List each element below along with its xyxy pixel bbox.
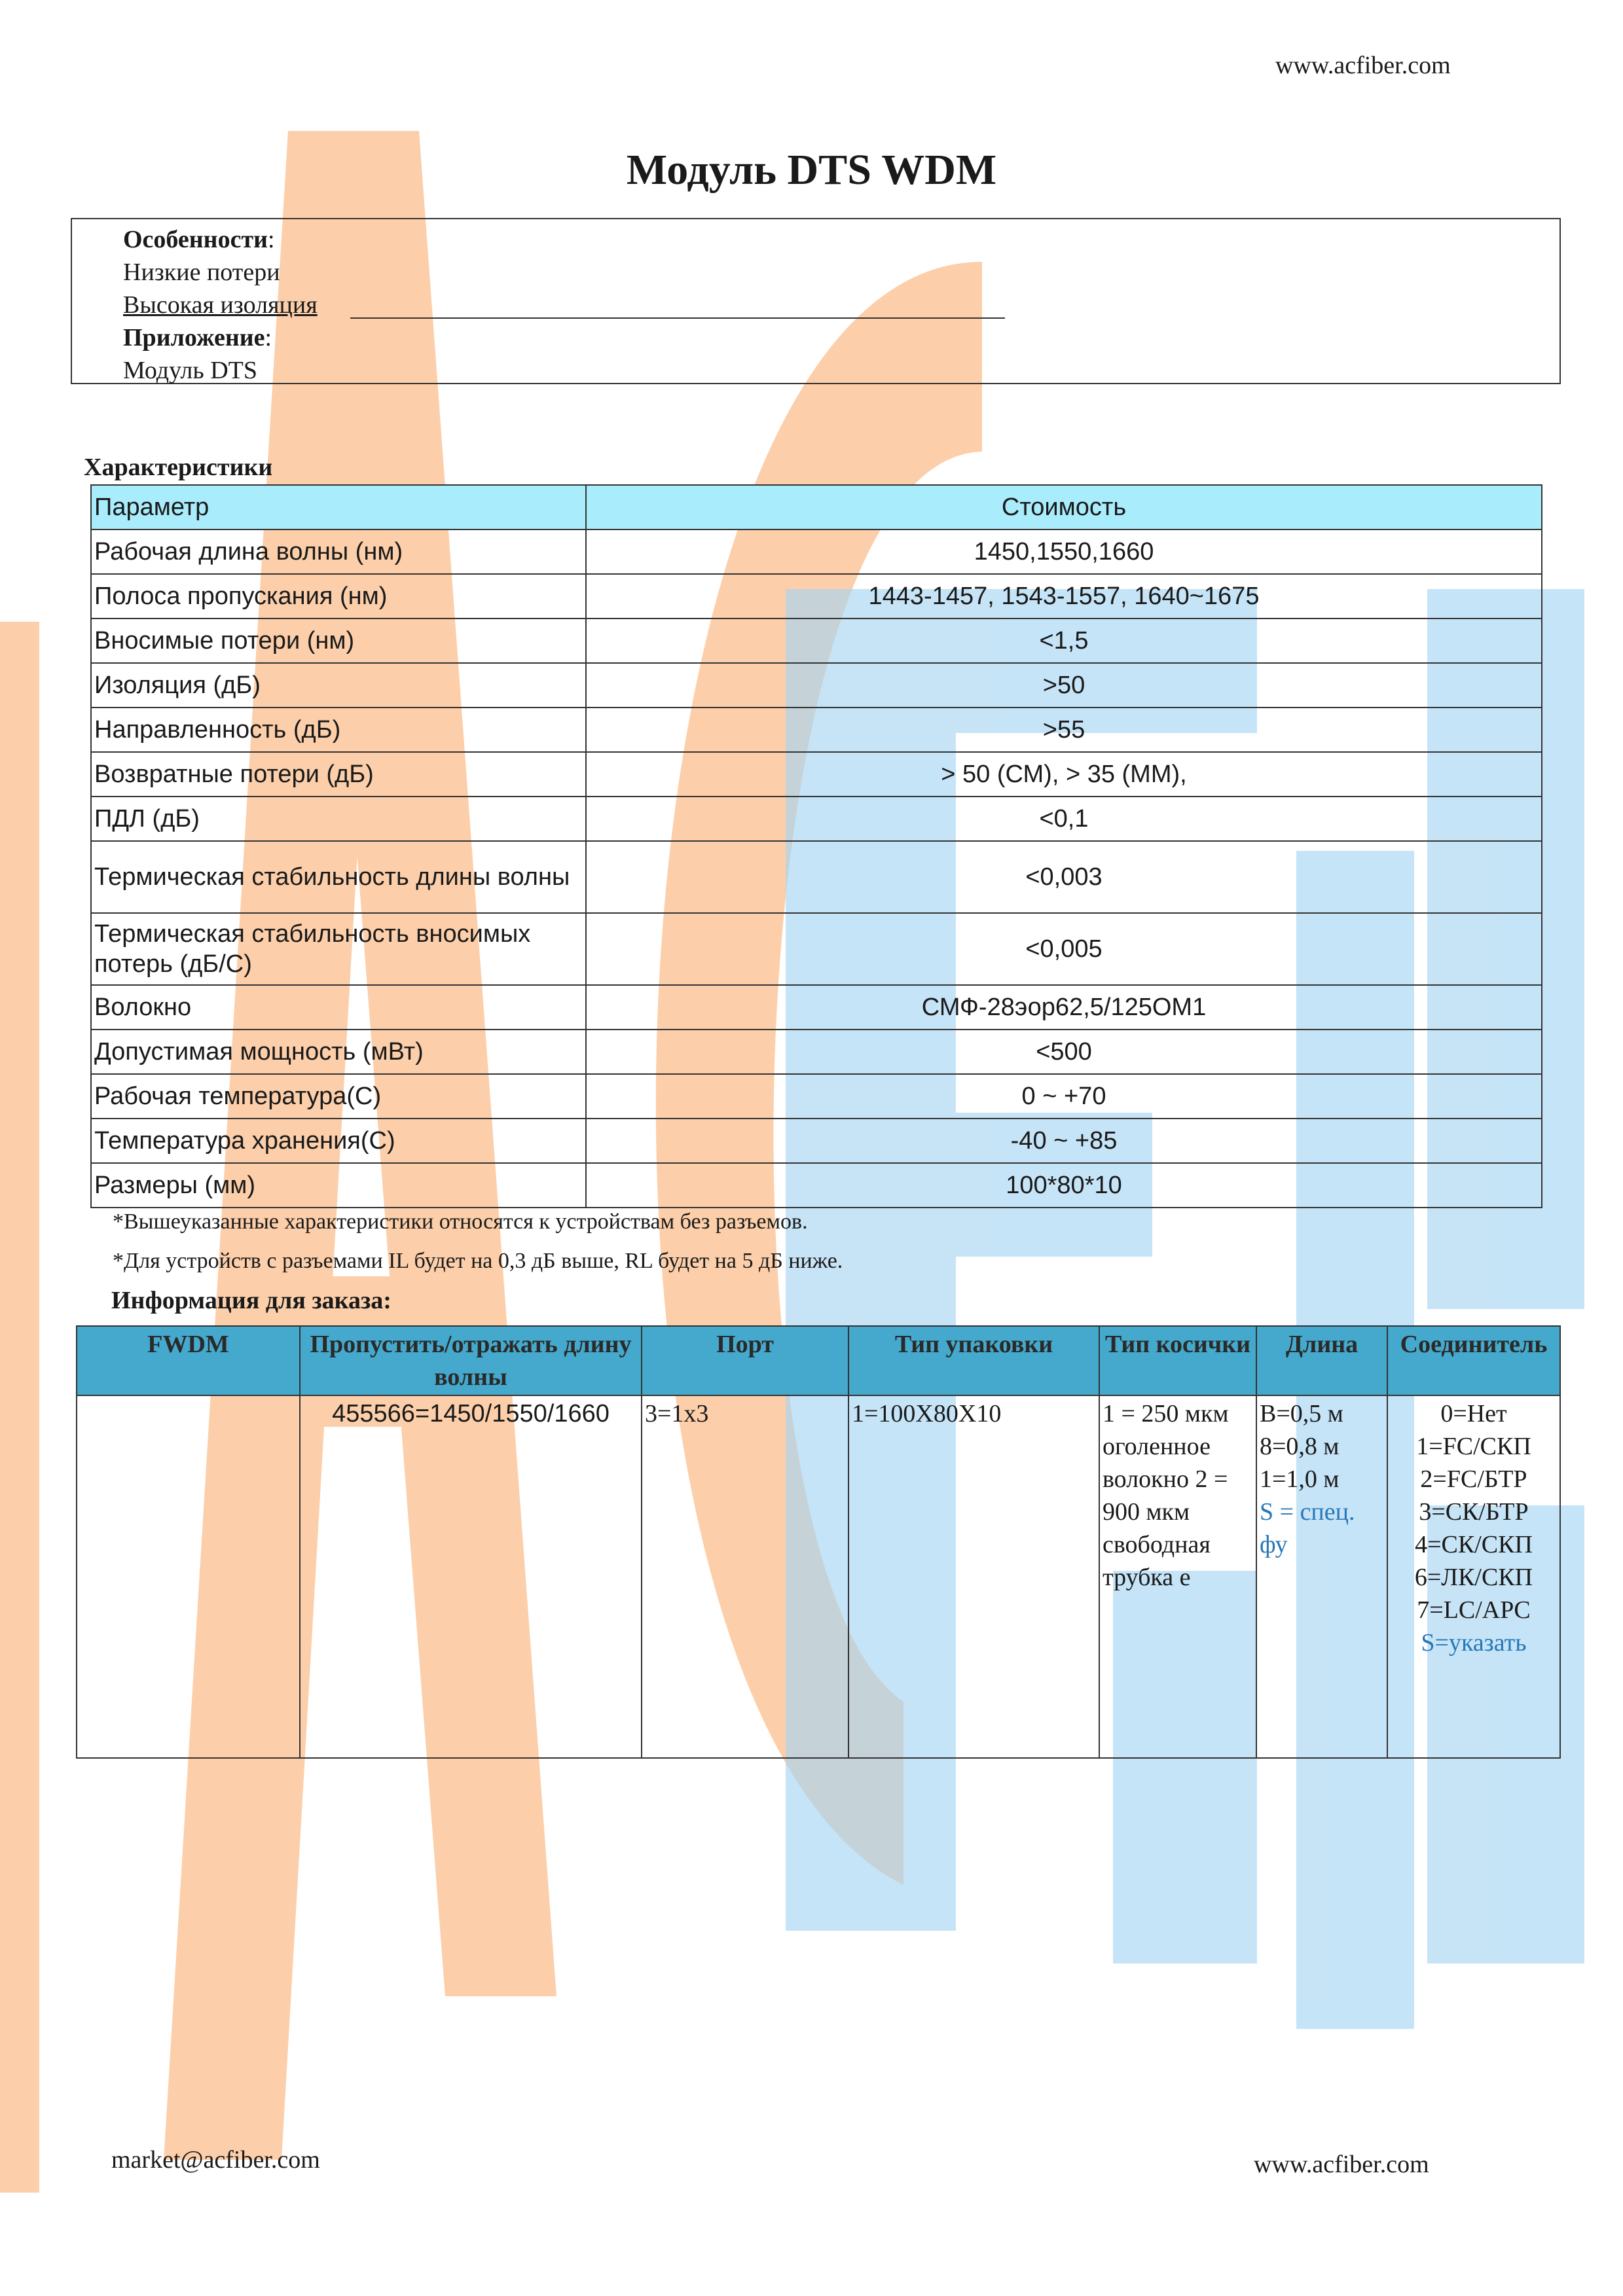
spec-heading: Характеристики bbox=[84, 454, 273, 481]
features-heading-line: Особенности: bbox=[123, 226, 275, 253]
features-box bbox=[71, 218, 1561, 384]
spec-header-param: Параметр bbox=[91, 485, 586, 529]
spec-param: Рабочая температура(C) bbox=[91, 1074, 586, 1119]
table-row bbox=[91, 529, 1542, 574]
footer-email: market@acfiber.com bbox=[111, 2146, 320, 2174]
table-row bbox=[91, 708, 1542, 752]
spec-param: Изоляция (дБ) bbox=[91, 663, 586, 708]
spec-value: <1,5 bbox=[586, 619, 1542, 663]
order-heading: Информация для заказа: bbox=[111, 1287, 392, 1314]
order-col-connector: Соединитель bbox=[1387, 1326, 1560, 1395]
application-heading-line: Приложение: bbox=[123, 324, 272, 351]
spec-value: <0,1 bbox=[586, 797, 1542, 841]
order-cell-pigtail: 1 = 250 мкм оголенное волокно 2 = 900 мкм свободная трубка е bbox=[1099, 1395, 1256, 1758]
order-cell-fwdm bbox=[77, 1395, 300, 1758]
spec-value: -40 ~ +85 bbox=[586, 1119, 1542, 1163]
feature-item: Низкие потери bbox=[123, 259, 280, 286]
spec-param: Полоса пропускания (нм) bbox=[91, 574, 586, 619]
table-row bbox=[91, 752, 1542, 797]
order-cell-length bbox=[1256, 1395, 1387, 1758]
spec-param: Возвратные потери (дБ) bbox=[91, 752, 586, 797]
spec-param: Температура хранения(C) bbox=[91, 1119, 586, 1163]
underline-rule bbox=[350, 317, 1005, 319]
connector-option: 3=СК/БТР bbox=[1419, 1498, 1529, 1526]
spec-param: Термическая стабильность длины волны bbox=[91, 841, 586, 913]
order-col-port: Порт bbox=[642, 1326, 848, 1395]
connector-special: S=указать bbox=[1421, 1629, 1527, 1657]
spec-header-value: Стоимость bbox=[586, 485, 1542, 529]
length-special: S = спец. фу bbox=[1260, 1498, 1355, 1558]
spec-param: ПДЛ (дБ) bbox=[91, 797, 586, 841]
order-col-package: Тип упаковки bbox=[848, 1326, 1099, 1395]
feature-item: Высокая изоляция bbox=[123, 291, 318, 319]
application-item: Модуль DTS bbox=[123, 357, 257, 384]
connector-option: 1=FC/СКП bbox=[1416, 1433, 1531, 1460]
table-row bbox=[91, 1119, 1542, 1163]
table-row bbox=[91, 913, 1542, 985]
header-url: www.acfiber.com bbox=[1275, 52, 1451, 79]
spec-param: Рабочая длина волны (нм) bbox=[91, 529, 586, 574]
features-heading: Особенности bbox=[123, 226, 268, 253]
table-row bbox=[91, 663, 1542, 708]
order-cell-wavelength: 455566=1450/1550/1660 bbox=[300, 1395, 642, 1758]
length-option: 8=0,8 м bbox=[1260, 1433, 1340, 1460]
spec-header-row bbox=[91, 485, 1542, 529]
table-row bbox=[91, 1030, 1542, 1074]
table-row bbox=[91, 1074, 1542, 1119]
spec-value: >50 bbox=[586, 663, 1542, 708]
order-table bbox=[76, 1325, 1561, 1759]
table-row bbox=[91, 841, 1542, 913]
length-option: 1=1,0 м bbox=[1260, 1465, 1340, 1493]
order-cell-port: 3=1x3 bbox=[642, 1395, 848, 1758]
connector-option: 7=LC/APC bbox=[1417, 1596, 1531, 1624]
connector-option: 0=Нет bbox=[1440, 1400, 1507, 1427]
order-cell-connector bbox=[1387, 1395, 1560, 1758]
spec-note: *Для устройств с разъемами IL будет на 0,3 дБ выше, RL будет на 5 дБ ниже. bbox=[113, 1249, 843, 1273]
spec-param: Допустимая мощность (мВт) bbox=[91, 1030, 586, 1074]
order-col-pigtail: Тип косички bbox=[1099, 1326, 1256, 1395]
connector-option: 6=ЛК/СКП bbox=[1414, 1564, 1533, 1591]
spec-table bbox=[90, 484, 1542, 1208]
spec-value: >55 bbox=[586, 708, 1542, 752]
order-col-wavelength: Пропустить/отражать длину волны bbox=[300, 1326, 642, 1395]
connector-option: 2=FC/БТР bbox=[1420, 1465, 1527, 1493]
spec-param: Направленность (дБ) bbox=[91, 708, 586, 752]
connector-option: 4=СК/СКП bbox=[1415, 1531, 1533, 1558]
spec-value: 100*80*10 bbox=[586, 1163, 1542, 1208]
spec-param: Размеры (мм) bbox=[91, 1163, 586, 1208]
spec-value: 0 ~ +70 bbox=[586, 1074, 1542, 1119]
order-body-row bbox=[77, 1395, 1560, 1758]
spec-value: СМФ-28эор62,5/125ОМ1 bbox=[586, 985, 1542, 1030]
footer-url: www.acfiber.com bbox=[1254, 2151, 1429, 2178]
application-heading: Приложение bbox=[123, 324, 265, 351]
order-col-fwdm: FWDM bbox=[77, 1326, 300, 1395]
spec-value: <0,005 bbox=[586, 913, 1542, 985]
spec-value: 1443-1457, 1543-1557, 1640~1675 bbox=[586, 574, 1542, 619]
table-row bbox=[91, 797, 1542, 841]
order-col-length: Длина bbox=[1256, 1326, 1387, 1395]
table-row bbox=[91, 1163, 1542, 1208]
spec-param: Вносимые потери (нм) bbox=[91, 619, 586, 663]
spec-value: <500 bbox=[586, 1030, 1542, 1074]
table-row bbox=[91, 985, 1542, 1030]
spec-param: Термическая стабильность вносимых потерь (дБ/C) bbox=[91, 913, 586, 985]
table-row bbox=[91, 619, 1542, 663]
length-option: B=0,5 м bbox=[1260, 1400, 1343, 1427]
spec-value: 1450,1550,1660 bbox=[586, 529, 1542, 574]
spec-note: *Вышеуказанные характеристики относятся к устройствам без разъемов. bbox=[113, 1210, 808, 1234]
spec-value: <0,003 bbox=[586, 841, 1542, 913]
page-title: Модуль DTS WDM bbox=[626, 146, 997, 194]
order-header-row bbox=[77, 1326, 1560, 1395]
order-cell-package: 1=100X80X10 bbox=[848, 1395, 1099, 1758]
spec-value: > 50 (СМ), > 35 (ММ), bbox=[586, 752, 1542, 797]
table-row bbox=[91, 574, 1542, 619]
spec-param: Волокно bbox=[91, 985, 586, 1030]
